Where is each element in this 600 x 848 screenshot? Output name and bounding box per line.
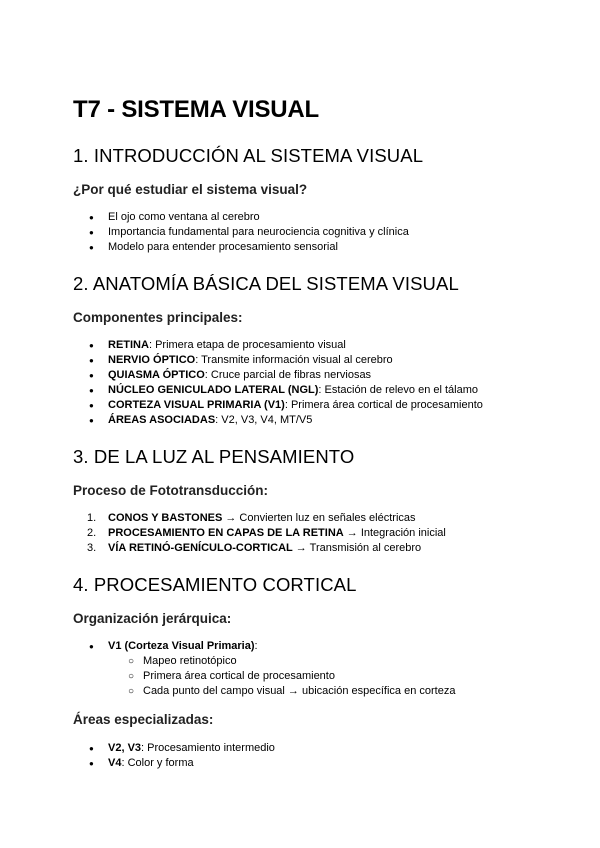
list-item: ● QUIASMA ÓPTICO: Cruce parcial de fibras nerviosas xyxy=(89,369,372,381)
section-3-subheading: Proceso de Fototransducción: xyxy=(73,483,269,498)
section-2-list xyxy=(73,338,483,428)
section-1-subheading: ¿Por qué estudiar el sistema visual? xyxy=(73,182,308,197)
sub-list-item: ○ Primera área cortical de procesamiento xyxy=(128,670,335,682)
list-item: ● RETINA: Primera etapa de procesamiento visual xyxy=(89,339,346,351)
list-item: 3. VÍA RETINÓ-GENÍCULO-CORTICAL → Transmisión al cerebro xyxy=(87,542,422,554)
bullet-icon: ● xyxy=(89,341,94,350)
document-title: T7 - SISTEMA VISUAL xyxy=(73,96,319,123)
section-4-subheading-2: Áreas especializadas: xyxy=(73,712,214,727)
section-4-subheading: Organización jerárquica: xyxy=(73,611,232,626)
list-item: ● Modelo para entender procesamiento sensorial xyxy=(89,241,338,253)
section-2-subheading: Componentes principales: xyxy=(73,310,243,325)
hollow-bullet-icon: ○ xyxy=(128,686,135,697)
hollow-bullet-icon: ○ xyxy=(128,656,135,667)
bullet-icon: ● xyxy=(89,401,94,410)
bullet-icon: ● xyxy=(89,228,94,237)
bullet-icon: ● xyxy=(89,356,94,365)
section-4-list xyxy=(73,639,455,699)
bullet-icon: ● xyxy=(89,213,94,222)
list-item: ● NÚCLEO GENICULADO LATERAL (NGL): Estación de relevo en el tálamo xyxy=(89,384,479,396)
section-1-list xyxy=(73,210,409,255)
section-3-heading: 3. DE LA LUZ AL PENSAMIENTO xyxy=(73,446,355,467)
list-item: ● V4: Color y forma xyxy=(89,757,194,769)
bullet-icon: ● xyxy=(89,371,94,380)
list-item: ● CORTEZA VISUAL PRIMARIA (V1): Primera área cortical de procesamiento xyxy=(89,399,483,411)
list-item: ● ÁREAS ASOCIADAS: V2, V3, V4, MT/V5 xyxy=(89,414,313,426)
bullet-icon: ● xyxy=(89,386,94,395)
section-4-list-2 xyxy=(73,741,275,771)
sub-list-item: ○ Cada punto del campo visual → ubicación específica en corteza xyxy=(128,685,456,697)
section-4-heading: 4. PROCESAMIENTO CORTICAL xyxy=(73,574,357,595)
list-item: ● V1 (Corteza Visual Primaria): xyxy=(89,640,258,652)
list-item: ● NERVIO ÓPTICO: Transmite información visual al cerebro xyxy=(89,354,393,366)
section-3-list xyxy=(73,511,446,556)
section-2-heading: 2. ANATOMÍA BÁSICA DEL SISTEMA VISUAL xyxy=(73,273,459,294)
bullet-icon: ● xyxy=(89,744,94,753)
bullet-icon: ● xyxy=(89,642,94,651)
list-item: 2. PROCESAMIENTO EN CAPAS DE LA RETINA → Integración inicial xyxy=(87,527,446,539)
bullet-icon: ● xyxy=(89,416,94,425)
sub-list-item: ○ Mapeo retinotópico xyxy=(128,655,237,667)
list-item: ● V2, V3: Procesamiento intermedio xyxy=(89,742,275,754)
list-item: ● El ojo como ventana al cerebro xyxy=(89,211,260,223)
section-1-heading: 1. INTRODUCCIÓN AL SISTEMA VISUAL xyxy=(73,145,424,166)
hollow-bullet-icon: ○ xyxy=(128,671,135,682)
bullet-icon: ● xyxy=(89,243,94,252)
bullet-icon: ● xyxy=(89,759,94,768)
list-item: 1. CONOS Y BASTONES → Convierten luz en señales eléctricas xyxy=(87,512,416,524)
list-item: ● Importancia fundamental para neurociencia cognitiva y clínica xyxy=(89,226,409,238)
